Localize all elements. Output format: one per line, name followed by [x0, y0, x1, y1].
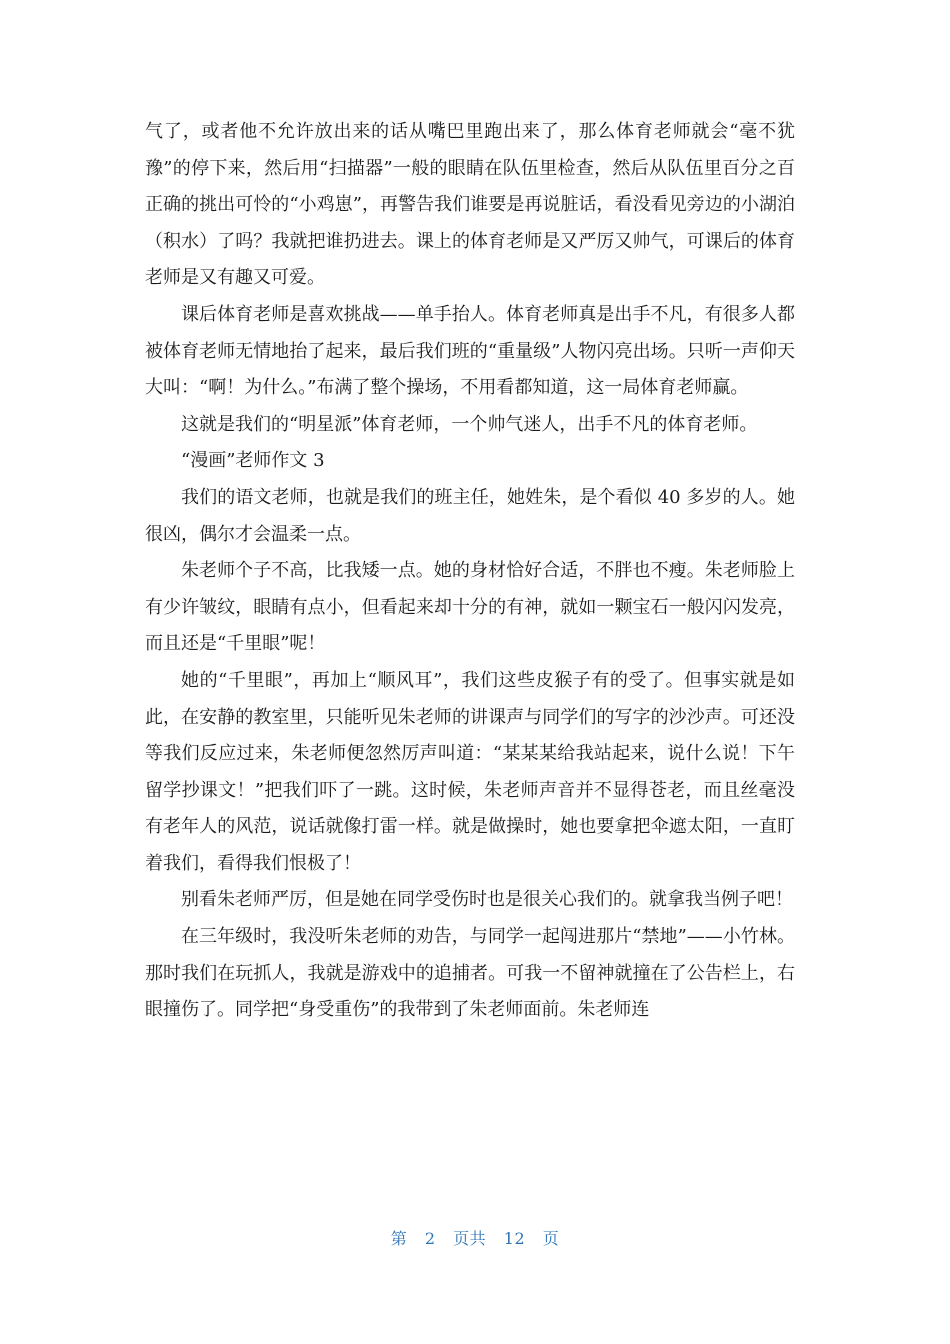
document-body: [145, 114, 795, 1029]
paragraph: 她的“千里眼”，再加上“顺风耳”，我们这些皮猴子有的受了。但事实就是如此，在安静的教室里，只能听见朱老师的讲课声与同学们的写字的沙沙声。可还没等我们反应过来，朱老师便忽然厉声叫道：“某某某给我站起来，说什么说！下午留学抄课文！”把我们吓了一跳。这时候，朱老师声音并不显得苍老，而且丝毫没有老年人的风范，说话就像打雷一样。就是做操时，她也要拿把伞遮太阳，一直盯着我们，看得我们恨极了！: [145, 669, 795, 874]
paragraph: 课后体育老师是喜欢挑战——单手抬人。体育老师真是出手不凡，有很多人都被体育老师无情地抬了起来，最后我们班的“重量级”人物闪亮出场。只听一声仰天大叫：“啊！为什么。”布满了整个操场，不用看都知道，这一局体育老师赢。: [145, 303, 795, 399]
paragraph: 在三年级时，我没听朱老师的劝告，与同学一起闯进那片“禁地”——小竹林。那时我们在玩抓人，我就是游戏中的追捕者。可我一不留神就撞在了公告栏上，右眼撞伤了。同学把“身受重伤”的我带到了朱老师面前。朱老师连: [145, 926, 795, 1021]
page-mid: 页共: [453, 1229, 487, 1248]
paragraph: 我们的语文老师，也就是我们的班主任，她姓朱，是个看似 40 多岁的人。她很凶，偶尔才会温柔一点。: [145, 486, 795, 545]
page-suffix: 页: [542, 1229, 560, 1248]
page-current: 2: [424, 1229, 436, 1248]
paragraph: 这就是我们的“明星派”体育老师，一个帅气迷人，出手不凡的体育老师。: [181, 413, 758, 435]
paragraph: 朱老师个子不高，比我矮一点。她的身材恰好合适，不胖也不瘦。朱老师脸上有少许皱纹，眼睛有点小，但看起来却十分的有神，就如一颗宝石一般闪闪发亮，而且还是“千里眼”呢！: [145, 560, 795, 655]
page-footer: [0, 1226, 950, 1249]
page-prefix: 第: [390, 1229, 408, 1248]
paragraph-continuation: 气了，或者他不允许放出来的话从嘴巴里跑出来了，那么体育老师就会“毫不犹豫”的停下来，然后用“扫描器”一般的眼睛在队伍里检查，然后从队伍里百分之百正确的挑出可怜的“小鸡崽”，再警告我们谁要是再说脏话，看没看见旁边的小湖泊（积水）了吗？我就把谁扔进去。课上的体育老师是又严厉又帅气，可课后的体育老师是又有趣又可爱。: [145, 121, 795, 289]
page-total: 12: [503, 1229, 526, 1248]
paragraph: 别看朱老师严厉，但是她在同学受伤时也是很关心我们的。就拿我当例子吧！: [181, 889, 793, 911]
section-title: “漫画”老师作文 3: [181, 450, 325, 472]
